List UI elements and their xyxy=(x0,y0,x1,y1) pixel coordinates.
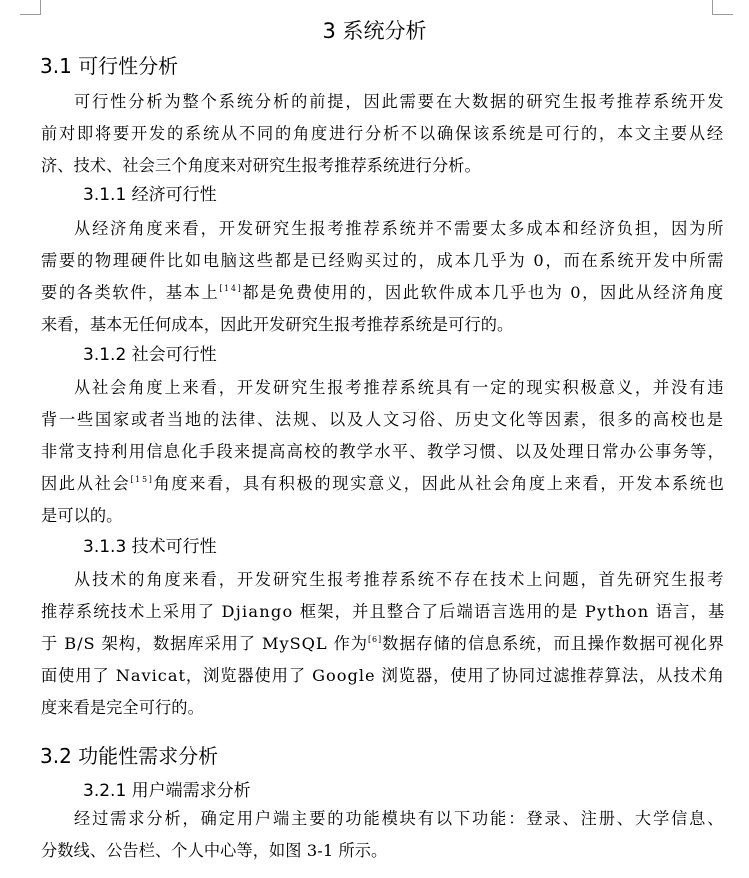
section-heading-3-2: 3.2 功能性需求分析 xyxy=(40,744,219,768)
section-heading-3-1-3: 3.1.3 技术可行性 xyxy=(83,537,217,557)
paragraph-technical-feasibility xyxy=(41,564,725,724)
crop-mark-top-right xyxy=(712,0,733,15)
paragraph-line xyxy=(41,277,725,309)
paragraph-line: 可行性分析为整个系统分析的前提，因此需要在大数据的研究生报考推荐系统开发 xyxy=(74,92,726,111)
paragraph-line: 从社会角度上来看，开发研究生报考推荐系统具有一定的现实积极意义，并没有违 xyxy=(74,378,726,397)
section-heading-3-1-2: 3.1.2 社会可行性 xyxy=(83,345,217,365)
citation-ref: [15] xyxy=(130,475,154,484)
paragraph-line: 经过需求分析，确定用户端主要的功能模块有以下功能：登录、注册、大学信息、 xyxy=(74,809,726,828)
text-run: 数据存储的信息系统，而且操作数据可视化界 xyxy=(382,634,725,653)
text-run: 角度来看，具有积极的现实意义，因此从社会角度上来看，开发本系统也 xyxy=(153,474,726,493)
paragraph-line: 来看，基本无任何成本，因此开发研究生报考推荐系统是可行的。 xyxy=(41,315,514,334)
paragraph-line: 面使用了 Navicat，浏览器使用了 Google 浏览器，使用了协同过滤推荐算法，从技术角 xyxy=(41,666,725,685)
text-run: 因此从社会 xyxy=(41,474,131,493)
paragraph-line: 背一些国家或者当地的法律、法规、以及人文习俗、历史文化等因素，很多的高校也是 xyxy=(41,410,725,429)
paragraph-line xyxy=(41,628,725,660)
paragraph-line: 济、技术、社会三个角度来对研究生报考推荐系统进行分析。 xyxy=(41,156,481,175)
paragraph-user-requirements xyxy=(41,803,725,867)
crop-mark-top-left xyxy=(20,0,41,15)
paragraph-line: 分数线、公告栏、个人中心等，如图 3-1 所示。 xyxy=(41,841,388,860)
text-run: 要的各类软件，基本上 xyxy=(41,283,220,302)
chapter-title: 3 系统分析 xyxy=(322,19,427,43)
paragraph-line: 需要的物理硬件比如电脑这些都是已经购买过的，成本几乎为 0，而在系统开发中所需 xyxy=(41,251,726,270)
text-run: 于 B/S 架构，数据库采用了 MySQL 作为 xyxy=(41,634,368,653)
section-heading-3-2-1: 3.2.1 用户端需求分析 xyxy=(83,781,251,801)
paragraph-line xyxy=(41,468,725,500)
paragraph-social-feasibility xyxy=(41,372,725,532)
section-heading-3-1-1: 3.1.1 经济可行性 xyxy=(83,185,217,205)
paragraph-line: 前对即将要开发的系统从不同的角度进行分析不以确保该系统是可行的，本文主要从经 xyxy=(41,124,725,143)
section-heading-3-1: 3.1 可行性分析 xyxy=(40,54,179,78)
paragraph-line: 度来看是完全可行的。 xyxy=(41,698,204,717)
paragraph-line: 从经济角度来看，开发研究生报考推荐系统并不需要太多成本和经济负担，因为所 xyxy=(74,219,726,238)
citation-ref: [6] xyxy=(367,635,383,644)
text-run: 都是免费使用的，因此软件成本几乎也为 0，因此从经济角度 xyxy=(242,283,725,302)
paragraph-feasibility-intro xyxy=(41,86,725,182)
paragraph-economic-feasibility xyxy=(41,213,725,341)
paragraph-line: 是可以的。 xyxy=(41,506,123,525)
paragraph-line: 非常支持利用信息化手段来提高高校的教学水平、教学习惯、以及处理日常办公事务等， xyxy=(41,442,726,461)
paragraph-line: 推荐系统技术上采用了 Djiango 框架，并且整合了后端语言选用的是 Python 语言，基 xyxy=(41,602,726,621)
citation-ref: [14] xyxy=(219,284,243,293)
paragraph-line: 从技术的角度来看，开发研究生报考推荐系统不存在技术上问题，首先研究生报考 xyxy=(74,570,726,589)
